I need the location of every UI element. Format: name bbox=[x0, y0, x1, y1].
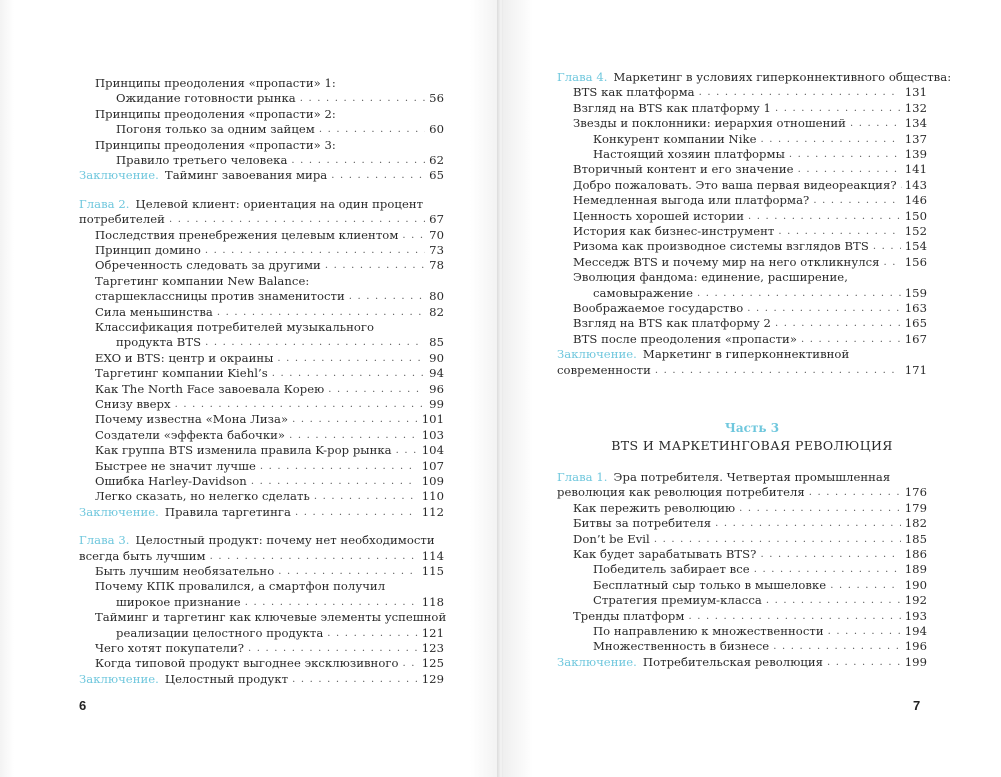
toc-entry[interactable] bbox=[0, 641, 499, 656]
toc-entry-title: Почему известна «Мона Лиза» bbox=[95, 412, 289, 427]
toc-entry-title: всегда быть лучшим bbox=[79, 548, 206, 563]
toc-entry-page: 192 bbox=[904, 593, 927, 608]
toc-entry-title: Месседж BTS и почему мир на него откликнулся bbox=[573, 254, 880, 269]
toc-entry-page: 137 bbox=[904, 131, 927, 146]
toc-entry-title: Почему КПК провалился, а смартфон получил bbox=[95, 579, 386, 594]
toc-entry-title: продукта BTS bbox=[116, 335, 202, 350]
toc-dot-leader bbox=[778, 224, 900, 239]
toc-dot-leader bbox=[754, 562, 901, 577]
toc-entry-page: 114 bbox=[421, 548, 444, 563]
toc-entry[interactable] bbox=[0, 489, 499, 504]
toc-entry-title: Как пережить революцию bbox=[573, 500, 736, 515]
toc-entry-page: 107 bbox=[421, 458, 444, 473]
toc-dot-leader bbox=[697, 286, 901, 301]
toc-dot-leader bbox=[801, 332, 901, 347]
toc-entry[interactable] bbox=[0, 228, 499, 243]
toc-dot-leader bbox=[327, 626, 417, 641]
toc-entry[interactable] bbox=[503, 239, 1001, 254]
toc-entry-page: 199 bbox=[904, 654, 927, 669]
toc-entry[interactable] bbox=[0, 305, 499, 320]
toc-entry[interactable] bbox=[503, 316, 1001, 331]
toc-entry-page: 194 bbox=[904, 624, 927, 639]
toc-dot-leader bbox=[715, 516, 901, 531]
toc-entry-title: самовыражение bbox=[593, 285, 693, 300]
toc-entry-title: Звезды и поклонники: иерархия отношений bbox=[573, 116, 846, 131]
toc-entry[interactable] bbox=[503, 501, 1001, 516]
toc-dot-leader bbox=[277, 351, 425, 366]
toc-entry-page: 129 bbox=[421, 671, 444, 686]
toc-dot-leader bbox=[761, 132, 901, 147]
toc-entry-title: Ризома как производное системы взглядов BTS bbox=[573, 239, 869, 254]
toc-entry-page: 125 bbox=[421, 656, 444, 671]
toc-entry[interactable] bbox=[0, 595, 499, 610]
toc-entry-title: старшеклассницы против знаменитости bbox=[95, 289, 345, 304]
toc-entry[interactable] bbox=[503, 147, 1001, 162]
toc-entry-page: 141 bbox=[904, 162, 927, 177]
toc-entry-page: 67 bbox=[429, 212, 444, 227]
toc-entry-page: 196 bbox=[904, 639, 927, 654]
toc-entry[interactable] bbox=[503, 347, 1001, 362]
toc-entry-title: широкое признание bbox=[116, 594, 241, 609]
toc-dot-leader bbox=[205, 335, 425, 350]
toc-dot-leader bbox=[747, 301, 900, 316]
toc-entry[interactable] bbox=[503, 255, 1001, 270]
toc-entry-title: Правило третьего человека bbox=[116, 152, 288, 167]
toc-entry-title: BTS как платформа bbox=[573, 85, 695, 100]
toc-entry-page: 123 bbox=[421, 641, 444, 656]
toc-entry-title: Бесплатный сыр только в мышеловке bbox=[593, 577, 827, 592]
toc-entry-title: Ожидание готовности рынка bbox=[116, 91, 296, 106]
toc-entry-page: 60 bbox=[429, 122, 444, 137]
toc-entry[interactable] bbox=[503, 301, 1001, 316]
toc-dot-leader bbox=[884, 255, 901, 270]
toc-entry[interactable] bbox=[0, 474, 499, 489]
toc-dot-leader bbox=[402, 228, 425, 243]
toc-dot-leader bbox=[699, 85, 901, 100]
toc-entry-title: Потребительская революция bbox=[642, 654, 824, 669]
toc-entry-page: 73 bbox=[429, 243, 444, 257]
toc-entry[interactable] bbox=[0, 610, 499, 625]
toc-entry[interactable] bbox=[0, 138, 499, 153]
toc-entry[interactable] bbox=[503, 286, 1001, 301]
toc-entry-title: Эра потребителя. Четвертая промышленная bbox=[613, 469, 891, 484]
right-page bbox=[503, 0, 1001, 777]
toc-entry-title: EXO и BTS: центр и окраины bbox=[95, 350, 274, 365]
toc-entry[interactable] bbox=[0, 335, 499, 350]
toc-entry-page: 96 bbox=[429, 381, 444, 396]
toc-entry-title: Тайминг и таргетинг как ключевые элементы успешной bbox=[95, 610, 447, 625]
toc-entry-label: Заключение. bbox=[557, 654, 637, 669]
page-number-right: 7 bbox=[913, 698, 921, 713]
toc-entry-title: Целостный продукт bbox=[164, 671, 289, 686]
toc-entry-page: 171 bbox=[904, 362, 927, 377]
toc-entry[interactable] bbox=[503, 516, 1001, 531]
part-number: Часть 3 bbox=[724, 421, 780, 435]
toc-entry-page: 156 bbox=[904, 254, 927, 269]
toc-dot-leader bbox=[272, 366, 425, 381]
toc-entry-title: Сила меньшинства bbox=[95, 304, 213, 319]
toc-entry-page: 62 bbox=[429, 152, 444, 167]
toc-entry[interactable] bbox=[0, 533, 499, 548]
toc-entry-title: Множественность в бизнесе bbox=[593, 639, 770, 654]
toc-entry-page: 176 bbox=[904, 485, 927, 500]
toc-entry[interactable] bbox=[0, 656, 499, 671]
part-heading bbox=[503, 420, 1001, 456]
toc-entry-title: Эволюция фандома: единение, расширение, bbox=[573, 270, 848, 285]
toc-dot-leader bbox=[773, 639, 901, 654]
toc-dot-leader bbox=[748, 209, 901, 224]
toc-entry-page: 134 bbox=[904, 116, 927, 131]
toc-entry[interactable] bbox=[0, 443, 499, 458]
toc-entry-page: 104 bbox=[421, 443, 444, 458]
toc-entry[interactable] bbox=[0, 549, 499, 564]
toc-dot-leader bbox=[300, 91, 425, 106]
toc-entry[interactable] bbox=[503, 470, 1001, 485]
toc-dot-leader bbox=[739, 501, 901, 516]
toc-entry[interactable] bbox=[0, 243, 499, 258]
toc-entry-page: 189 bbox=[904, 562, 927, 577]
toc-entry[interactable] bbox=[0, 76, 499, 91]
toc-entry[interactable] bbox=[0, 274, 499, 289]
toc-entry-title: Погоня только за одним зайцем bbox=[116, 122, 315, 137]
toc-entry[interactable] bbox=[0, 197, 499, 212]
toc-entry-page: 146 bbox=[904, 193, 927, 208]
toc-entry[interactable] bbox=[503, 609, 1001, 624]
toc-entry-label: Глава 3. bbox=[79, 533, 130, 548]
toc-entry-page: 82 bbox=[429, 304, 444, 319]
toc-entry-page: 70 bbox=[429, 227, 444, 242]
toc-entry[interactable] bbox=[503, 332, 1001, 347]
toc-entry[interactable] bbox=[503, 132, 1001, 147]
toc-entry[interactable] bbox=[503, 532, 1001, 547]
toc-dot-leader bbox=[245, 595, 418, 610]
toc-entry-page: 163 bbox=[904, 301, 927, 316]
toc-entry[interactable] bbox=[503, 593, 1001, 608]
toc-entry-title: Обреченность следовать за другими bbox=[95, 258, 321, 273]
toc-entry-title: Немедленная выгода или платформа? bbox=[573, 193, 810, 208]
toc-dot-leader bbox=[809, 485, 901, 500]
toc-entry-label: Заключение. bbox=[79, 168, 159, 183]
toc-entry-page: 80 bbox=[429, 289, 444, 304]
toc-entry-page: 190 bbox=[904, 577, 927, 592]
toc-entry-page: 167 bbox=[904, 331, 927, 346]
toc-entry-title: Ошибка Harley-Davidson bbox=[95, 474, 247, 489]
toc-entry[interactable] bbox=[0, 107, 499, 122]
toc-entry[interactable] bbox=[0, 320, 499, 335]
toc-entry[interactable] bbox=[0, 626, 499, 641]
toc-dot-leader bbox=[830, 578, 901, 593]
toc-entry[interactable] bbox=[0, 351, 499, 366]
toc-dot-leader bbox=[314, 489, 418, 504]
toc-entry-title: Добро пожаловать. Это ваша первая видеореакция? bbox=[573, 177, 897, 192]
toc-entry-page: 131 bbox=[904, 85, 927, 100]
toc-entry[interactable] bbox=[503, 363, 1001, 378]
toc-entry-title: Принципы преодоления «пропасти» 1: bbox=[95, 75, 336, 90]
toc-entry[interactable] bbox=[503, 193, 1001, 208]
toc-entry[interactable] bbox=[0, 122, 499, 137]
toc-entry[interactable] bbox=[503, 270, 1001, 285]
toc-entry-title: революция как революция потребителя bbox=[557, 485, 805, 500]
toc-right-top bbox=[503, 70, 1001, 378]
toc-gap bbox=[0, 184, 499, 197]
toc-entry[interactable] bbox=[503, 547, 1001, 562]
toc-entry-title: Взгляд на BTS как платформу 2 bbox=[573, 316, 771, 331]
toc-dot-leader bbox=[278, 564, 417, 579]
toc-entry-title: Классификация потребителей музыкального bbox=[95, 320, 375, 334]
toc-entry-title: Маркетинг в гиперконнективной bbox=[642, 347, 850, 362]
toc-dot-leader bbox=[292, 412, 418, 427]
toc-entry-title: Маркетинг в условиях гиперконнективного общества: bbox=[613, 69, 952, 84]
toc-entry-title: Легко сказать, но нелегко сделать bbox=[95, 489, 310, 504]
toc-dot-leader bbox=[688, 609, 900, 624]
toc-dot-leader bbox=[766, 593, 901, 608]
toc-entry[interactable] bbox=[503, 162, 1001, 177]
toc-entry[interactable] bbox=[0, 459, 499, 474]
part-title: BTS И МАРКЕТИНГОВАЯ РЕВОЛЮЦИЯ bbox=[611, 438, 893, 453]
toc-entry[interactable] bbox=[0, 412, 499, 427]
toc-entry[interactable] bbox=[503, 101, 1001, 116]
toc-dot-leader bbox=[827, 655, 901, 670]
toc-entry-page: 185 bbox=[904, 531, 927, 546]
toc-entry[interactable] bbox=[503, 116, 1001, 131]
toc-entry[interactable] bbox=[0, 382, 499, 397]
toc-entry-title: Таргетинг компании Kiehl’s bbox=[95, 366, 268, 381]
toc-dot-leader bbox=[655, 363, 901, 378]
toc-entry[interactable] bbox=[0, 289, 499, 304]
toc-entry[interactable] bbox=[0, 505, 499, 520]
toc-entry-page: 101 bbox=[421, 412, 444, 427]
toc-dot-leader bbox=[217, 305, 425, 320]
toc-entry-page: 85 bbox=[429, 335, 444, 350]
toc-entry-label: Глава 4. bbox=[557, 69, 608, 84]
toc-entry-page: 56 bbox=[429, 91, 444, 106]
toc-entry-page: 94 bbox=[429, 366, 444, 381]
toc-entry-page: 109 bbox=[421, 474, 444, 489]
toc-entry-page: 90 bbox=[429, 350, 444, 365]
left-page bbox=[0, 0, 499, 777]
toc-entry-page: 65 bbox=[429, 168, 444, 183]
toc-entry-title: Принципы преодоления «пропасти» 2: bbox=[95, 106, 336, 121]
toc-entry-page: 115 bbox=[421, 564, 444, 579]
toc-dot-leader bbox=[175, 397, 426, 412]
toc-entry[interactable] bbox=[503, 178, 1001, 193]
toc-entry[interactable] bbox=[503, 85, 1001, 100]
toc-entry-title: Конкурент компании Nike bbox=[593, 131, 757, 146]
toc-dot-leader bbox=[319, 122, 425, 137]
toc-entry-page: 118 bbox=[421, 594, 444, 609]
toc-dot-leader bbox=[289, 428, 418, 443]
toc-entry-title: Как The North Face завоевала Корею bbox=[95, 381, 325, 396]
toc-entry-label: Заключение. bbox=[79, 671, 159, 686]
toc-entry[interactable] bbox=[0, 212, 499, 227]
toc-entry-title: Don’t be Evil bbox=[573, 531, 650, 546]
toc-entry[interactable] bbox=[503, 624, 1001, 639]
toc-entry-title: По направлению к множественности bbox=[593, 624, 824, 639]
toc-dot-leader bbox=[828, 624, 901, 639]
toc-entry[interactable] bbox=[503, 485, 1001, 500]
toc-entry-title: Принцип домино bbox=[95, 243, 201, 257]
toc-entry-title: Правила таргетинга bbox=[164, 504, 292, 519]
toc-entry[interactable] bbox=[0, 672, 499, 687]
toc-entry-page: 143 bbox=[904, 177, 927, 192]
toc-entry[interactable] bbox=[0, 366, 499, 381]
toc-entry-title: реализации целостного продукта bbox=[116, 625, 324, 640]
toc-dot-leader bbox=[205, 243, 425, 258]
toc-dot-leader bbox=[873, 239, 901, 254]
toc-entry-title: Создатели «эффекта бабочки» bbox=[95, 427, 286, 442]
toc-entry-title: Снизу вверх bbox=[95, 397, 171, 412]
toc-entry-title: Воображаемое государство bbox=[573, 301, 744, 316]
toc-gap bbox=[0, 520, 499, 533]
toc-entry[interactable] bbox=[503, 224, 1001, 239]
toc-entry-title: Последствия пренебрежения целевым клиентом bbox=[95, 227, 399, 242]
toc-entry-title: Когда типовой продукт выгоднее эксклюзивного bbox=[95, 656, 399, 671]
toc-entry-title: Вторичный контент и его значение bbox=[573, 162, 794, 177]
toc-entry[interactable] bbox=[503, 639, 1001, 654]
toc-dot-leader bbox=[798, 162, 901, 177]
toc-entry-page: 150 bbox=[904, 208, 927, 223]
toc-entry-title: Как будет зарабатывать BTS? bbox=[573, 547, 757, 562]
toc-entry[interactable] bbox=[0, 397, 499, 412]
toc-dot-leader bbox=[403, 656, 418, 671]
toc-entry-page: 154 bbox=[904, 239, 927, 254]
toc-dot-leader bbox=[760, 547, 900, 562]
toc-dot-leader bbox=[291, 153, 425, 168]
toc-entry-title: Как группа BTS изменила правила K-pop рынка bbox=[95, 443, 392, 458]
toc-entry-title: Тренды платформ bbox=[573, 608, 685, 623]
toc-dot-leader bbox=[775, 101, 901, 116]
toc-entry[interactable] bbox=[0, 153, 499, 168]
toc-dot-leader bbox=[292, 672, 418, 687]
toc-entry[interactable] bbox=[503, 655, 1001, 670]
toc-entry-label: Глава 2. bbox=[79, 196, 130, 211]
toc-entry[interactable] bbox=[0, 258, 499, 273]
toc-entry[interactable] bbox=[503, 209, 1001, 224]
toc-entry-title: Взгляд на BTS как платформу 1 bbox=[573, 100, 771, 115]
toc-entry-page: 186 bbox=[904, 547, 927, 562]
toc-dot-leader bbox=[295, 505, 418, 520]
toc-entry-page: 165 bbox=[904, 316, 927, 331]
toc-entry-page: 139 bbox=[904, 147, 927, 162]
toc-dot-leader bbox=[210, 549, 418, 564]
toc-entry-title: Целевой клиент: ориентация на один процент bbox=[135, 196, 424, 211]
toc-entry-page: 78 bbox=[429, 258, 444, 273]
toc-entry-label: Заключение. bbox=[557, 347, 637, 362]
toc-dot-leader bbox=[654, 532, 901, 547]
toc-entry-title: Битвы за потребителя bbox=[573, 516, 712, 531]
toc-dot-leader bbox=[850, 116, 901, 131]
toc-entry-title: современности bbox=[557, 362, 651, 377]
toc-dot-leader bbox=[813, 193, 900, 208]
toc-entry[interactable] bbox=[503, 578, 1001, 593]
toc-dot-leader bbox=[169, 212, 425, 227]
toc-entry-title: Принципы преодоления «пропасти» 3: bbox=[95, 137, 336, 152]
toc-entry-title: Таргетинг компании New Balance: bbox=[95, 273, 310, 288]
toc-entry-title: Стратегия премиум-класса bbox=[593, 593, 762, 608]
toc-entry-title: BTS после преодоления «пропасти» bbox=[573, 331, 797, 346]
toc-entry[interactable] bbox=[0, 91, 499, 106]
toc-entry-page: 132 bbox=[904, 100, 927, 115]
toc-entry-label: Заключение. bbox=[79, 504, 159, 519]
toc-entry-title: Ценность хорошей истории bbox=[573, 208, 744, 223]
toc-entry-page: 99 bbox=[429, 397, 444, 412]
toc-entry-page: 182 bbox=[904, 516, 927, 531]
page-number-left: 6 bbox=[79, 698, 87, 713]
toc-entry-page: 112 bbox=[421, 504, 444, 519]
toc-entry[interactable] bbox=[0, 168, 499, 183]
toc-entry[interactable] bbox=[0, 579, 499, 594]
toc-entry[interactable] bbox=[0, 564, 499, 579]
toc-entry-title: История как бизнес-инструмент bbox=[573, 224, 775, 239]
toc-dot-leader bbox=[349, 289, 425, 304]
toc-entry-page: 152 bbox=[904, 224, 927, 239]
toc-entry-page: 110 bbox=[421, 489, 444, 504]
toc-dot-leader bbox=[325, 258, 425, 273]
toc-dot-leader bbox=[789, 147, 901, 162]
toc-left bbox=[0, 76, 499, 687]
toc-dot-leader bbox=[396, 443, 418, 458]
toc-entry-title: Быстрее не значит лучше bbox=[95, 458, 256, 473]
toc-entry-page: 121 bbox=[421, 625, 444, 640]
toc-entry[interactable] bbox=[0, 428, 499, 443]
toc-dot-leader bbox=[331, 168, 425, 183]
toc-dot-leader bbox=[328, 382, 425, 397]
toc-entry-page: 193 bbox=[904, 608, 927, 623]
toc-entry-title: Целостный продукт: почему нет необходимости bbox=[135, 533, 435, 548]
toc-right-part3 bbox=[503, 470, 1001, 670]
toc-entry-page: 159 bbox=[904, 285, 927, 300]
toc-entry-title: Победитель забирает все bbox=[593, 562, 750, 577]
toc-dot-leader bbox=[248, 641, 418, 656]
toc-entry[interactable] bbox=[503, 562, 1001, 577]
toc-dot-leader bbox=[251, 474, 418, 489]
toc-dot-leader bbox=[775, 316, 901, 331]
toc-entry-page: 179 bbox=[904, 500, 927, 515]
toc-entry-title: Настоящий хозяин платформы bbox=[593, 147, 785, 162]
toc-entry-page: 103 bbox=[421, 427, 444, 442]
toc-entry-title: Чего хотят покупатели? bbox=[95, 641, 245, 656]
toc-entry-title: потребителей bbox=[79, 212, 165, 227]
toc-entry-label: Глава 1. bbox=[557, 469, 608, 484]
toc-entry[interactable] bbox=[503, 70, 1001, 85]
toc-entry-title: Быть лучшим необязательно bbox=[95, 564, 275, 579]
toc-dot-leader bbox=[260, 459, 418, 474]
toc-entry-title: Тайминг завоевания мира bbox=[164, 168, 328, 183]
